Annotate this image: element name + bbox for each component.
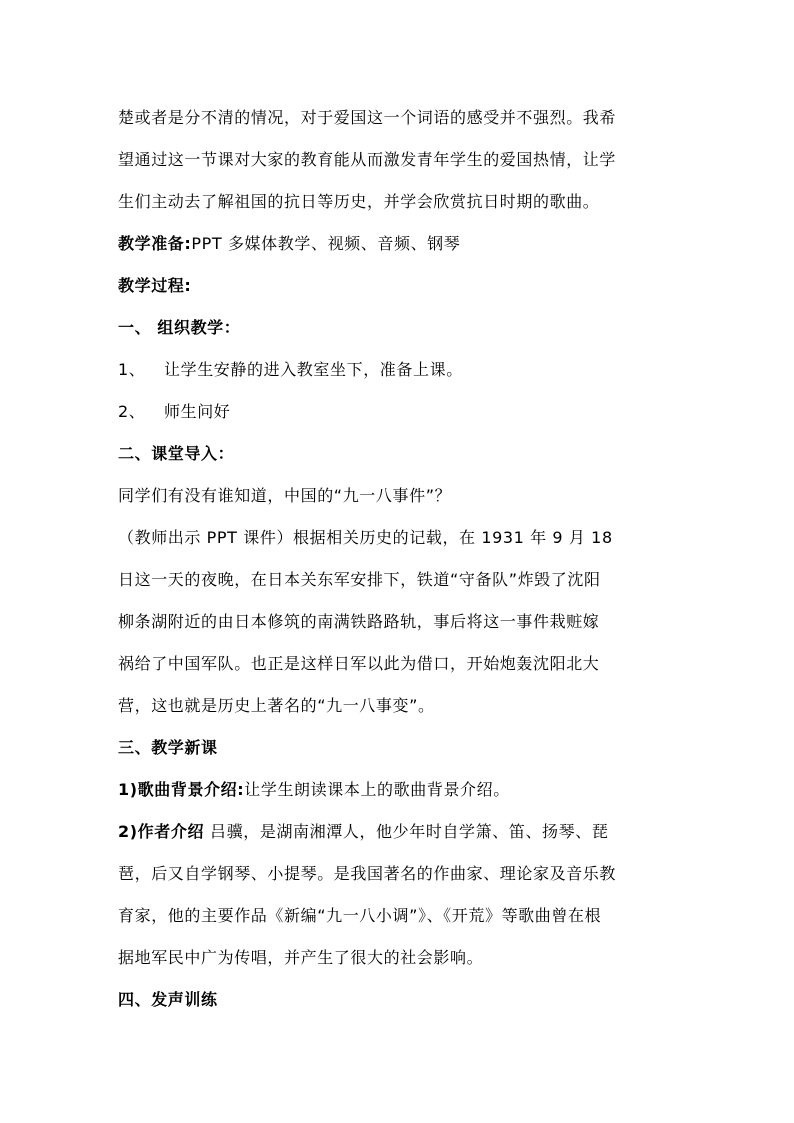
author-intro-line-4: 据地军民中广为传唱，并产生了很大的社会影响。 xyxy=(118,948,484,967)
author-intro-line-1: 吕骥，是湖南湘潭人，他少年时自学箫、笛、扬琴、琵 xyxy=(210,822,609,841)
section2-body-line-4: 祸给了中国军队。也正是这样日军以此为借口，开始炮轰沈阳北大 xyxy=(118,654,600,673)
section2-body-line-1: （教师出示 PPT 课件）根据相关历史的记载，在 1931 年 9 月 18 xyxy=(118,528,613,547)
section2-body-line-5: 营，这也就是历史上著名的“九一八事变”。 xyxy=(118,696,435,715)
section3-heading: 三、教学新课 xyxy=(118,738,218,757)
list-item-number: 1、 xyxy=(118,360,146,379)
list-item-number: 2、 xyxy=(118,402,146,421)
list-item xyxy=(118,358,463,382)
section1-heading: 一、 组织教学： xyxy=(118,318,241,337)
section4-heading: 四、发声训练 xyxy=(118,990,218,1009)
list-item-text: 师生问好 xyxy=(164,402,231,421)
author-intro-line-2: 琶，后又自学钢琴、小提琴。是我国著名的作曲家、理论家及音乐教 xyxy=(118,864,617,883)
intro-line-2: 望通过这一节课对大家的教育能从而激发青年学生的爱国热情，让学 xyxy=(118,150,617,169)
author-intro-item xyxy=(118,820,608,844)
prep-text: PPT 多媒体教学、视频、音频、钢琴 xyxy=(191,234,461,253)
author-intro-label: 2)作者介绍 xyxy=(118,822,205,841)
section2-question: 同学们有没有谁知道，中国的“九一八事件”？ xyxy=(118,486,452,505)
song-background-label: 1)歌曲背景介绍: xyxy=(118,780,245,799)
list-item-text: 让学生安静的进入教室坐下，准备上课。 xyxy=(164,360,463,379)
process-heading: 教学过程: xyxy=(118,276,192,295)
prep-label: 教学准备: xyxy=(118,234,192,253)
section2-body-line-3: 柳条湖附近的由日本修筑的南满铁路路轨，事后将这一事件栽赃嫁 xyxy=(118,612,600,631)
list-item xyxy=(118,400,230,424)
intro-line-3: 生们主动去了解祖国的抗日等历史，并学会欣赏抗日时期的歌曲。 xyxy=(118,192,600,211)
section2-body-line-2: 日这一天的夜晚，在日本关东军安排下，铁道“守备队”炸毁了沈阳 xyxy=(118,570,601,589)
song-background-item xyxy=(118,778,510,802)
song-background-text: 让学生朗读课本上的歌曲背景介绍。 xyxy=(244,780,510,799)
teaching-prep xyxy=(118,232,460,256)
intro-line-1: 楚或者是分不清的情况，对于爱国这一个词语的感受并不强烈。我希 xyxy=(118,108,617,127)
author-intro-line-3: 育家，他的主要作品《新编“九一八小调”》、《开荒》等歌曲曾在根 xyxy=(118,906,602,925)
section2-heading: 二、课堂导入： xyxy=(118,444,235,463)
